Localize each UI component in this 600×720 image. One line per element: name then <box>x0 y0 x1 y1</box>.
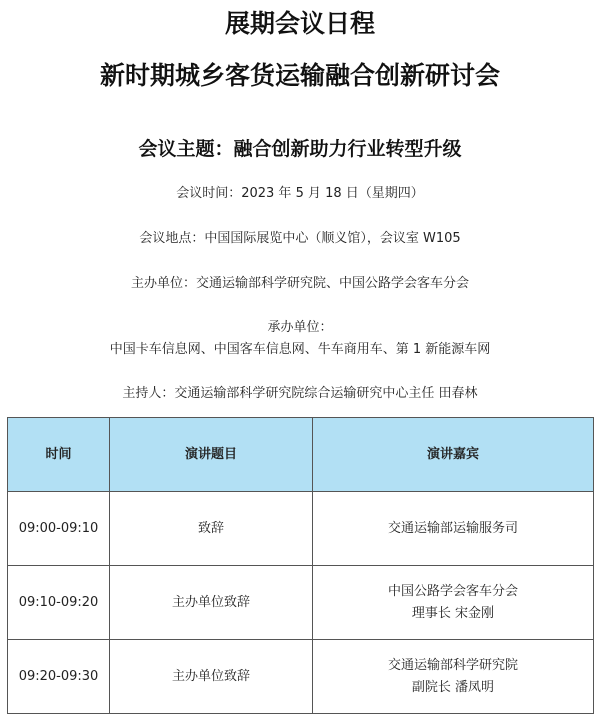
conference-venue: 会议地点：中国国际展览中心（顺义馆），会议室 W105 <box>139 231 461 246</box>
conference-time: 会议时间：2023 年 5 月 18 日（星期四） <box>176 186 424 201</box>
speaker-cell <box>313 492 594 566</box>
speaker-line: 中国公路学会客车分会 <box>387 583 518 599</box>
table-row <box>8 492 594 566</box>
column-header-speaker: 演讲嘉宾 <box>313 418 594 492</box>
speaker-cell <box>313 640 594 714</box>
organizer: 主办单位：交通运输部科学研究院、中国公路学会客车分会 <box>130 276 469 291</box>
column-header-time: 时间 <box>8 418 110 492</box>
host: 主持人：交通运输部科学研究院综合运输研究中心主任 田春林 <box>122 386 478 401</box>
time-cell: 09:00-09:10 <box>8 492 110 566</box>
time-cell: 09:20-09:30 <box>8 640 110 714</box>
topic-cell: 主办单位致辞 <box>110 566 313 640</box>
conference-name: 新时期城乡客货运输融合创新研讨会 <box>99 61 500 90</box>
time-cell: 09:10-09:20 <box>8 566 110 640</box>
topic-cell: 致辞 <box>110 492 313 566</box>
speaker-line: 交通运输部运输服务司 <box>387 520 518 536</box>
speaker-line: 交通运输部科学研究院 <box>387 657 518 673</box>
co-organizer-label: 承办单位： <box>267 320 333 335</box>
column-header-topic: 演讲题目 <box>110 418 313 492</box>
topic-cell: 主办单位致辞 <box>110 640 313 714</box>
schedule-table <box>7 417 594 714</box>
co-organizers: 中国卡车信息网、中国客车信息网、牛车商用车、第 1 新能源车网 <box>109 342 491 357</box>
conference-theme: 会议主题：融合创新助力行业转型升级 <box>138 138 462 160</box>
speaker-cell <box>313 566 594 640</box>
page-title: 展期会议日程 <box>224 9 375 38</box>
table-header-row <box>8 418 594 492</box>
speaker-line: 理事长 宋金刚 <box>411 605 495 621</box>
table-row <box>8 566 594 640</box>
speaker-line: 副院长 潘凤明 <box>411 679 495 695</box>
table-row <box>8 640 594 714</box>
